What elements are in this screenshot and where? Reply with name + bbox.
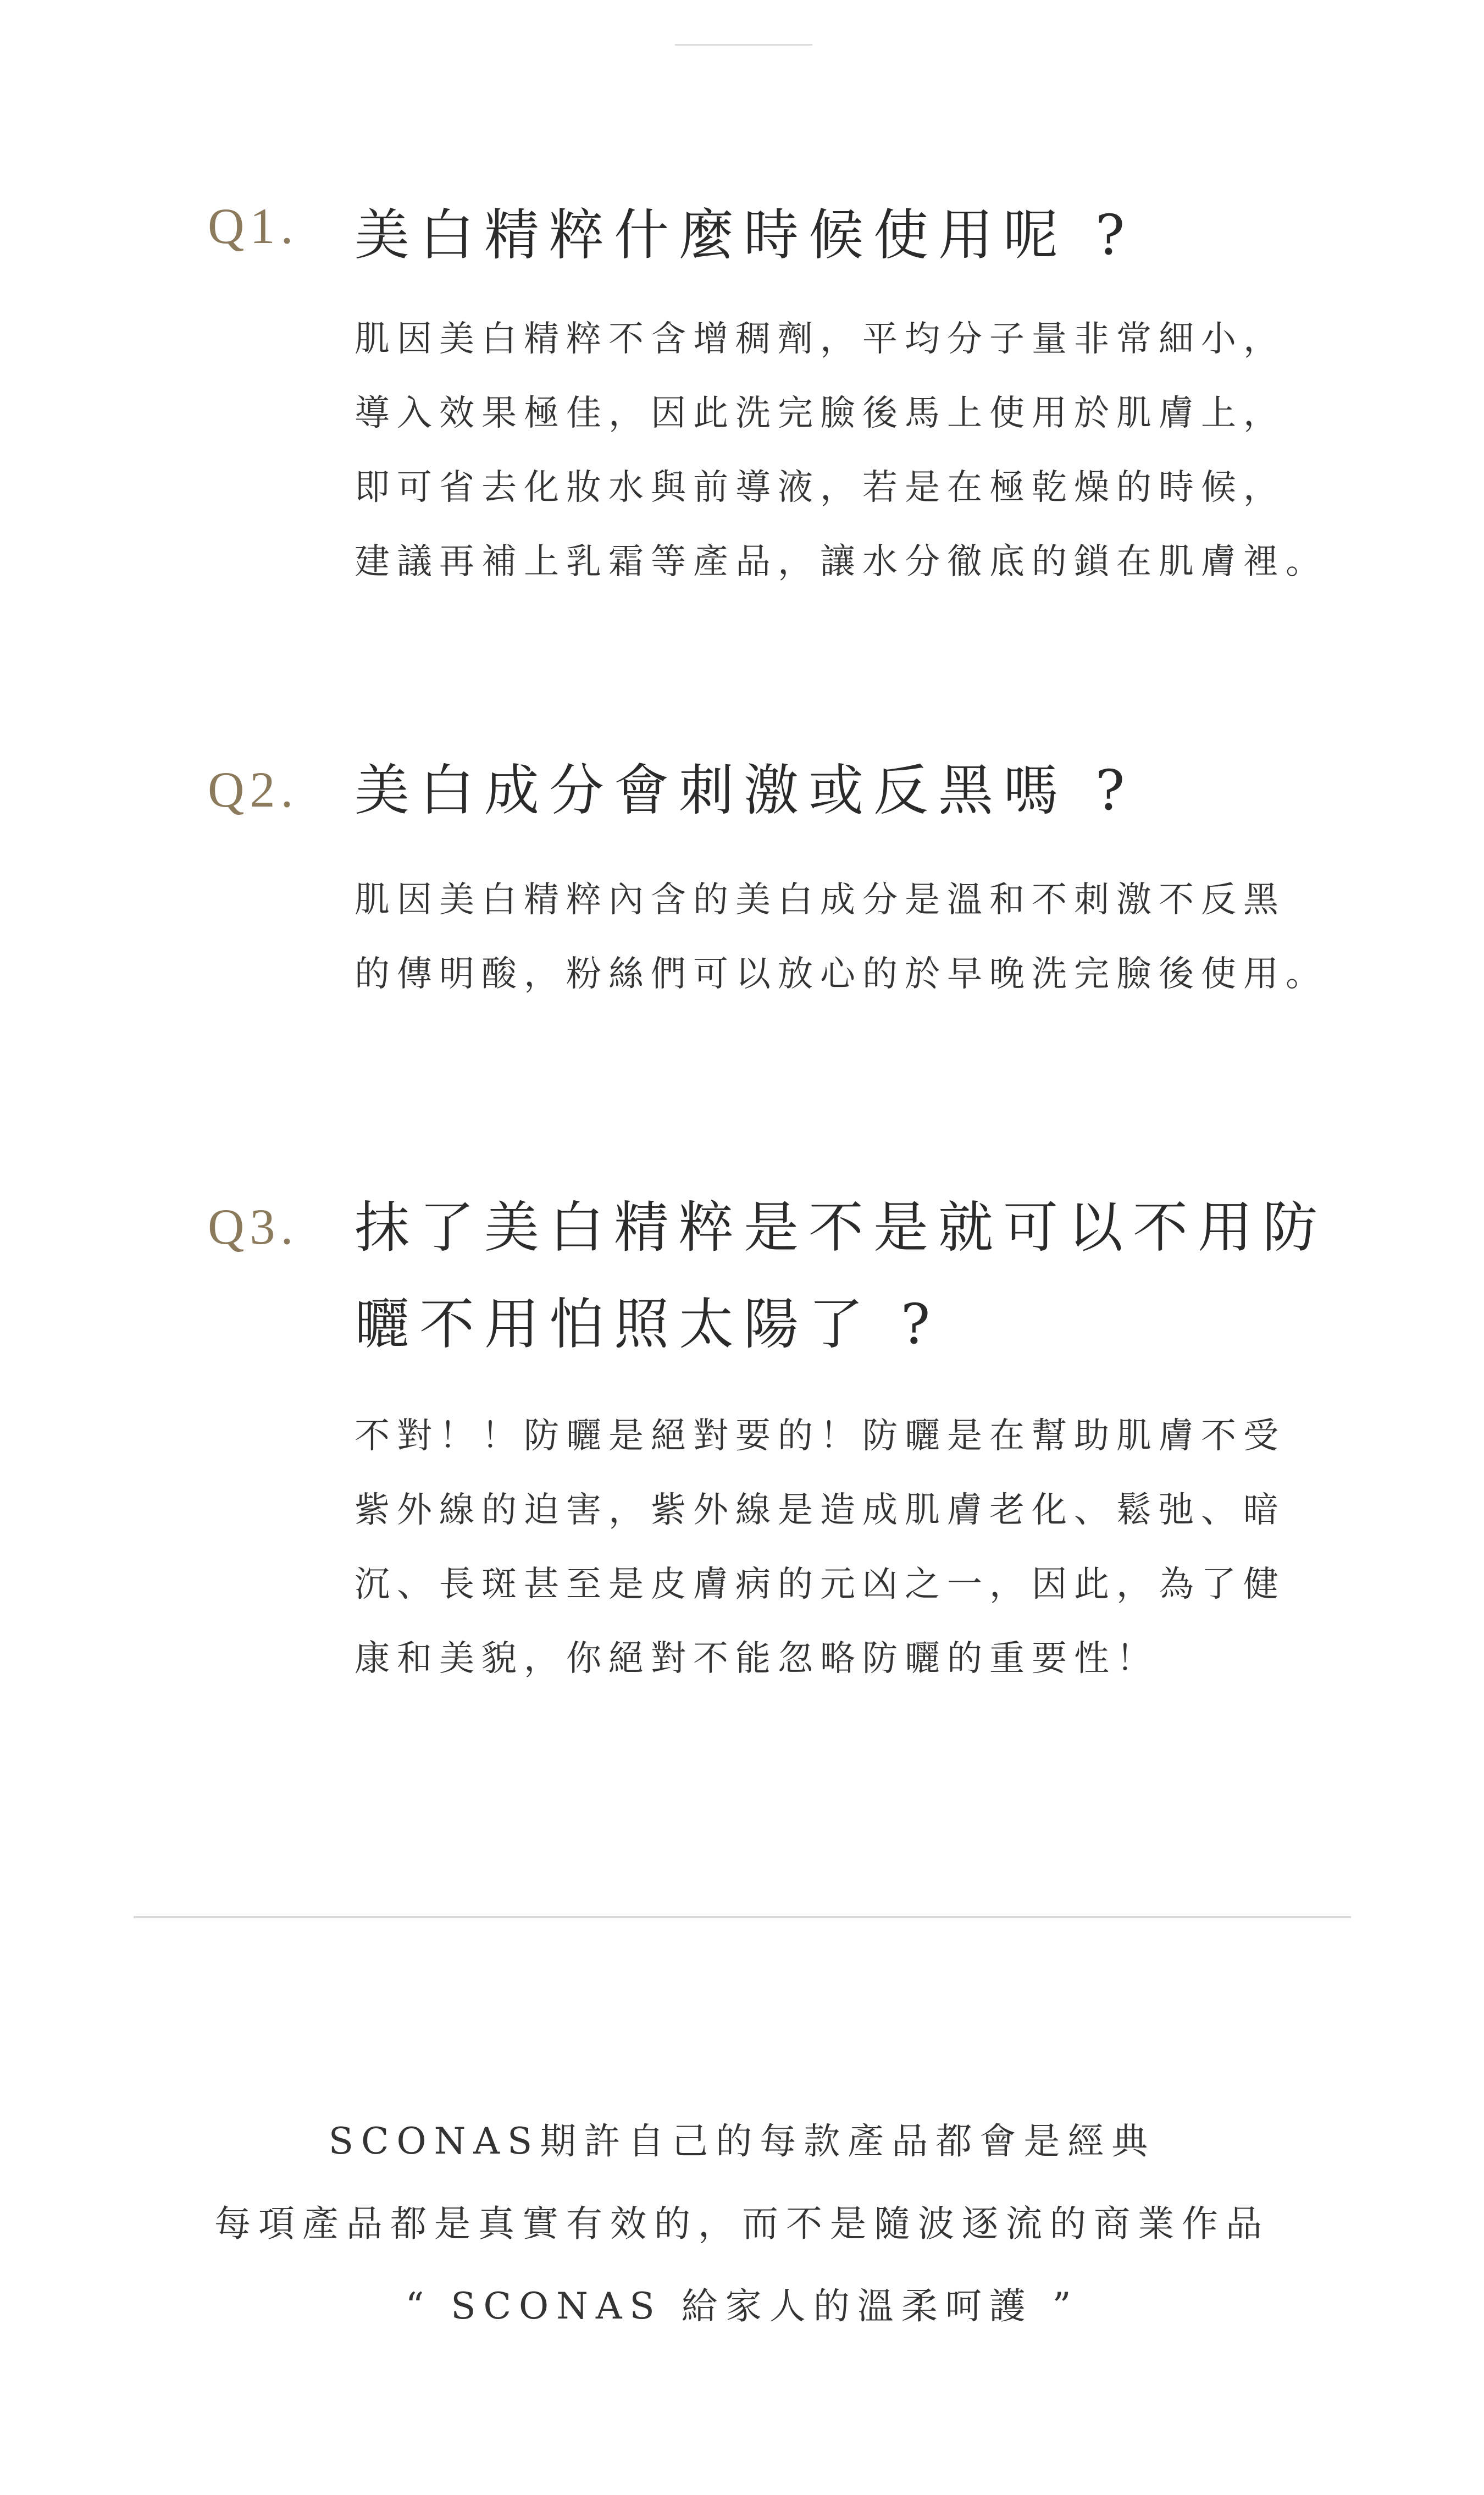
answer-line: 的傳明酸，粉絲們可以放心的於早晚洗完臉後使用。 bbox=[355, 954, 1328, 995]
answer-line: 康和美貌，你絕對不能忽略防曬的重要性！ bbox=[355, 1638, 1159, 1679]
top-divider bbox=[675, 44, 812, 46]
question-number: Q1. bbox=[208, 198, 299, 254]
answer-line: 紫外線的迫害，紫外線是造成肌膚老化、鬆弛、暗 bbox=[355, 1490, 1286, 1531]
answer-text bbox=[355, 863, 1426, 1012]
question-title: 美白成分會刺激或反黑嗎 ? bbox=[355, 758, 1135, 823]
question-title-line: 曬不用怕照太陽了 ? bbox=[355, 1292, 940, 1356]
closing-tagline: “ SCONAS 給家人的溫柔呵護 ” bbox=[405, 2285, 1079, 2327]
answer-line: 建議再補上乳霜等產品，讓水分徹底的鎖在肌膚裡。 bbox=[355, 542, 1328, 582]
closing-line: 每項產品都是真實有效的，而不是隨波逐流的商業作品 bbox=[214, 2203, 1270, 2245]
closing-line: SCONAS期許自己的每款產品都會是經典 bbox=[328, 2120, 1156, 2162]
answer-line: 肌因美白精粹內含的美白成分是溫和不刺激不反黑 bbox=[355, 880, 1286, 920]
answer-text bbox=[355, 1399, 1426, 1696]
answer-line: 肌因美白精粹不含增稠劑，平均分子量非常細小， bbox=[355, 319, 1286, 360]
question-title bbox=[355, 1179, 1399, 1373]
question-title-line: 抹了美白精粹是不是就可以不用防 bbox=[355, 1195, 1327, 1260]
brand-closing-statement bbox=[0, 2100, 1484, 2348]
answer-text bbox=[355, 302, 1426, 599]
question-title: 美白精粹什麼時候使用呢 ? bbox=[355, 203, 1135, 267]
answer-line: 不對！！防曬是絕對要的！防曬是在幫助肌膚不受 bbox=[355, 1416, 1286, 1456]
section-divider bbox=[134, 1916, 1351, 1918]
question-number: Q3. bbox=[208, 1199, 299, 1255]
question-number: Q2. bbox=[208, 761, 299, 818]
answer-line: 沉、長斑甚至是皮膚病的元凶之一，因此，為了健 bbox=[355, 1564, 1286, 1605]
answer-line: 即可省去化妝水與前導液，若是在極乾燥的時候， bbox=[355, 467, 1286, 508]
answer-line: 導入效果極佳，因此洗完臉後馬上使用於肌膚上， bbox=[355, 393, 1286, 434]
